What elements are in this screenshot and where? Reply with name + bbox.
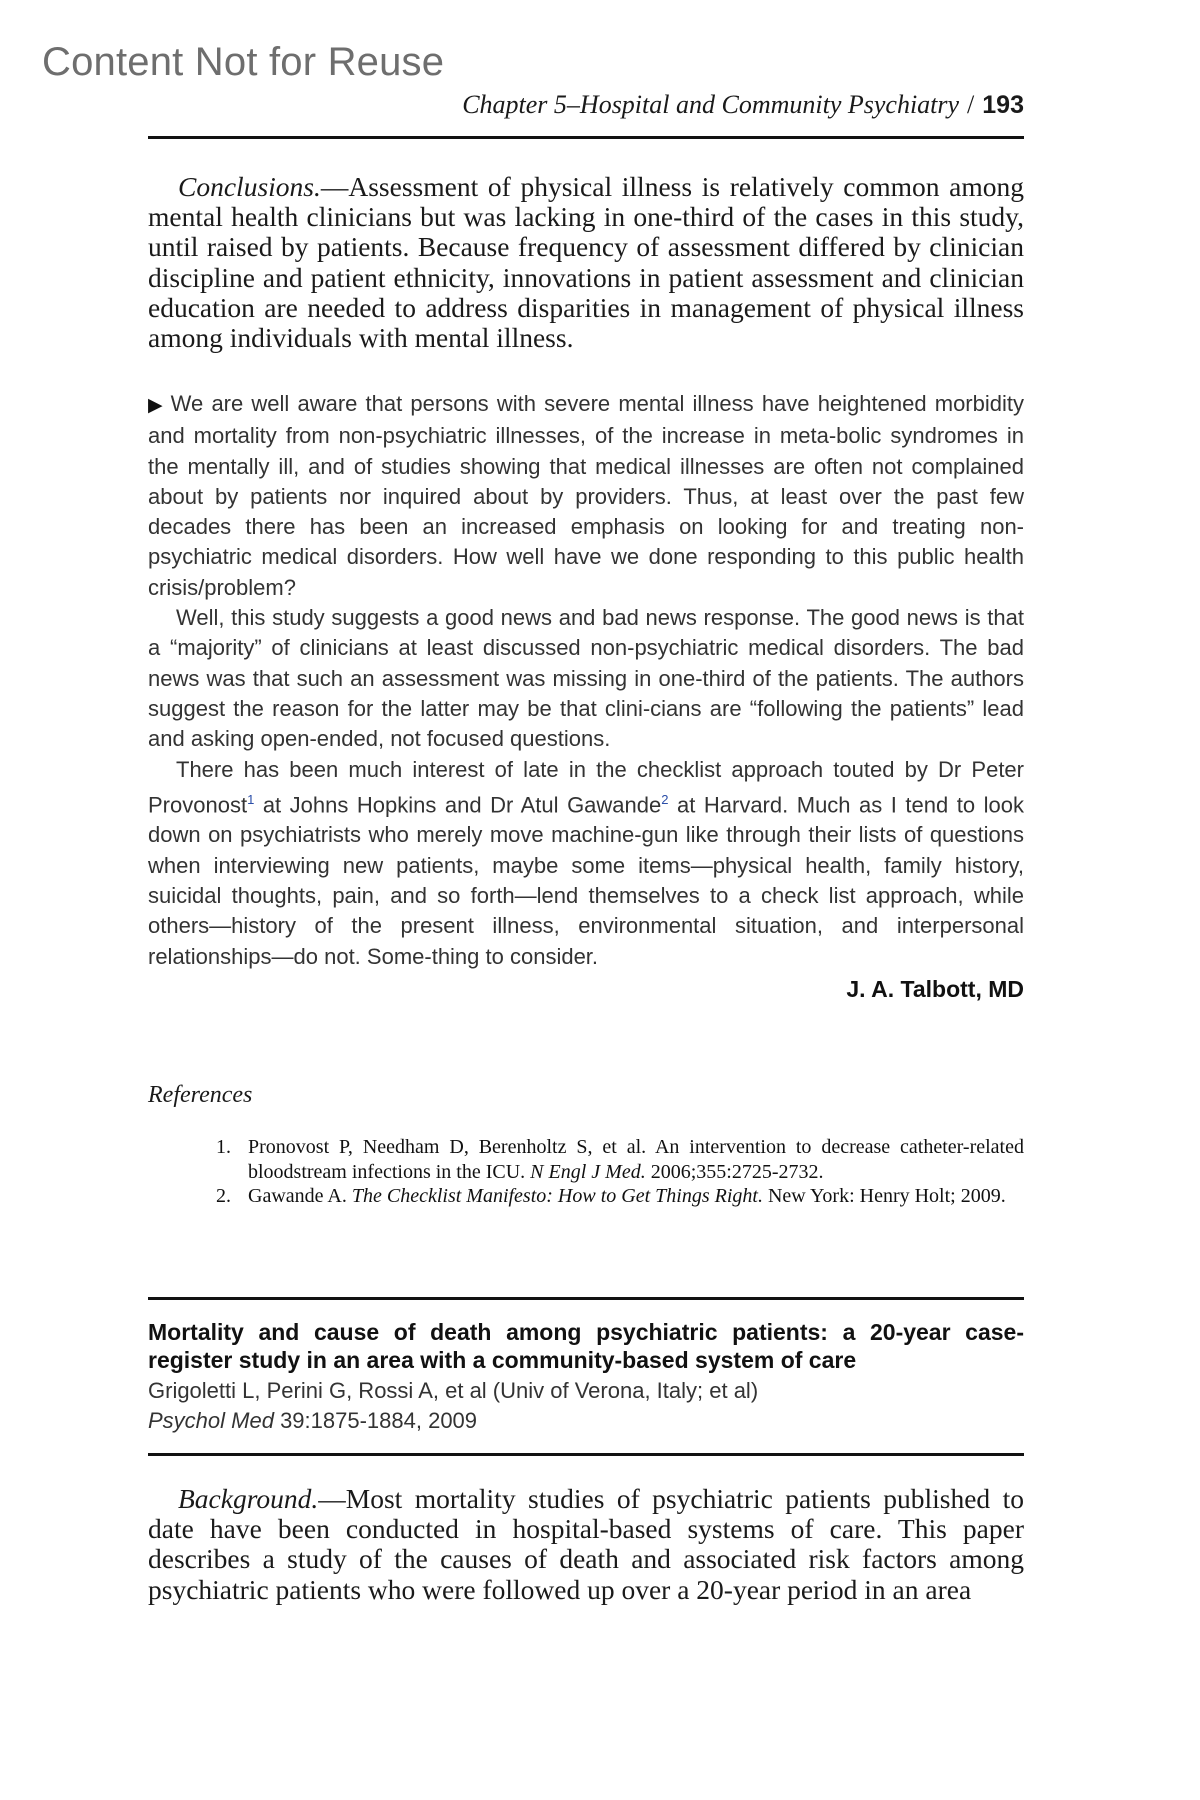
commentary-p1-text: We are well aware that persons with severe mental illness have heightened morbidity and mortality from non-psychiatric illnesses, of the increase in meta-bolic syndromes in the mentally ill, and of studies showing that medical illnesses are often not complained about by patients nor inquired about by providers. Thus, at least over the past few decades there has been an increased emphasis on looking for and treating non-psychiatric medical disorders. How well have we done responding to this public health crisis/problem? [148,391,1024,600]
references-section [148,1082,1024,1209]
footnote-ref-2[interactable]: 2 [661,791,669,807]
reference-number: 1. [216,1136,231,1158]
commentary-paragraph-2: Well, this study suggests a good news and bad news response. The good news is that a “majority” of clinicians at least discussed non-psychiatric medical disorders. The bad news was that such an assessment was missing in one-third of the patients. The authors suggest the reason for the latter may be that clini-cians are “following the patients” lead and asking open-ended, not focused questions. [148,605,1024,752]
conclusions-text: —Assessment of physical illness is relatively common among mental health clinicians but was lacking in one-third of the cases in this study, until raised by patients. Because frequency of assessment differed by clinician discipline and patient ethnicity, innovations in patient assessment and clinician education are needed to address disparities in management of physical illness among individuals with mental illness. [148,171,1024,354]
commentary-author: J. A. Talbott, MD [846,975,1024,1002]
reference-details: 2006;355:2725-2732. [645,1160,824,1183]
chapter-title: Chapter 5–Hospital and Community Psychiatry [462,90,960,119]
conclusions-lead: Conclusions. [178,171,321,202]
conclusions-paragraph [148,172,1024,353]
header-separator: / [967,90,975,119]
background-section [148,1484,1024,1605]
references-list [148,1135,1024,1209]
abstract-authors: Grigoletti L, Perini G, Rossi A, et al (Univ of Verona, Italy; et al) [148,1378,759,1403]
reference-details: New York: Henry Holt; 2009. [762,1185,1006,1207]
reference-journal: N Engl J Med. [530,1160,646,1183]
abstract-title: Mortality and cause of death among psychiatric patients: a 20-year case-register study in an area with a community-based system of care [148,1319,1024,1373]
reference-number: 2. [216,1185,231,1207]
running-header [148,90,1024,139]
references-heading: References [148,1082,253,1108]
commentary-p3-text-b: at Johns Hopkins and Dr Atul Gawande [254,792,662,818]
conclusions-section [148,172,1024,353]
commentary-marker-icon: ▶ [148,395,165,416]
background-lead: Background. [178,1483,319,1514]
reference-item [148,1184,1024,1209]
next-abstract-header [148,1297,1024,1456]
abstract-volume-pages: 39:1875-1884, 2009 [273,1408,478,1433]
commentary-p3-text-c: at Harvard. Much as I tend to look down on psychiatrists who merely move machine-gun like through their lists of questions when interviewing new patients, maybe some items—physical health, family history, suicidal thoughts, pain, and so forth—lend themselves to a check list approach, while others—history of the present illness, environmental situation, and interpersonal relationships—do not. Some-thing to consider. [148,792,1024,969]
commentary-p3-text-a: There has been much interest of late in the checklist approach touted by Dr Peter Provonost [148,756,1024,818]
footnote-ref-1[interactable]: 1 [247,791,255,807]
abstract-journal: Psychol Med [148,1408,274,1433]
commentary-section [148,389,1024,1004]
background-paragraph [148,1484,1024,1605]
reference-item [148,1135,1024,1184]
reference-text: Gawande A. [248,1185,352,1207]
reference-book-title: The Checklist Manifesto: How to Get Things Right. [351,1185,763,1207]
background-text: —Most mortality studies of psychiatric patients published to date have been conducted in hospital-based systems of care. This paper describes a study of the causes of death and associated risk factors among psychiatric patients who were followed up over a 20-year period in an area [148,1483,1024,1605]
page-number: 193 [982,91,1024,119]
commentary-paragraph-3 [148,755,1024,972]
abstract-citation [148,1406,1024,1436]
reference-text: Pronovost P, Needham D, Berenholtz S, et al. An intervention to decrease catheter-related bloodstream infections in the ICU. [248,1136,1024,1183]
watermark: Content Not for Reuse [42,40,445,84]
commentary-paragraph-1 [148,389,1024,603]
